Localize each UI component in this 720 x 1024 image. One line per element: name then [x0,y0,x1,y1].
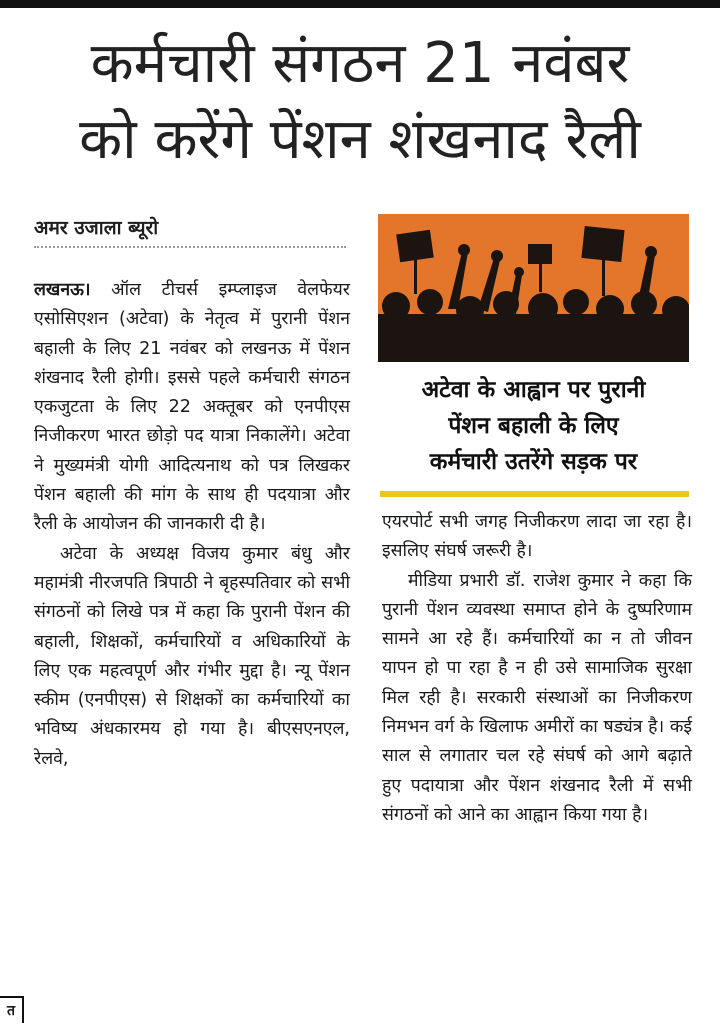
sub-headline-line-3: कर्मचारी उतरेंगे सड़क पर [429,449,638,475]
paragraph-3: एयरपोर्ट सभी जगह निजीकरण लादा जा रहा है। इसलिए संघर्ष जरूरी है। [382,512,692,562]
protest-silhouette-image [378,214,689,362]
paragraph-1 [34,276,350,540]
sub-headline [378,372,689,480]
dateline: लखनऊ। [34,280,91,300]
article-left-column [34,276,350,774]
sub-headline-line-2: पेंशन बहाली के लिए [448,413,619,439]
adjacent-article-fragment: त [0,996,24,1023]
yellow-divider [380,491,689,497]
paragraph-2: अटेवा के अध्यक्ष विजय कुमार बंधु और महामंत्री नीरजपति त्रिपाठी ने बृहस्पतिवार को सभी संगठनों को लिखे पत्र में कहा कि पुरानी पेंशन की बहाली, शिक्षकों, कर्मचारियों व अधिकारियों के लिए एक महत्वपूर्ण और गंभीर मुद्दा है। न्यू पेंशन स्कीम (एनपीएस) से शिक्षकों का कर्मचारियों का भविष्य अंधकारमय हो गया है। बीएसएनएल, रेलवे, [34,543,350,769]
protest-photo [378,214,689,362]
top-border [0,0,720,8]
headline-line-2: को करेंगे पेंशन शंखनाद रैली [79,107,641,172]
paragraph-4: मीडिया प्रभारी डॉ. राजेश कुमार ने कहा कि पुरानी पेंशन व्यवस्था समाप्त होने के दुष्परिणाम सामने आ रहे हैं। कर्मचारियों का न तो जीवन यापन हो पा रहा है न ही उसे सामाजिक सुरक्षा मिल रही है। सरकारी संस्थाओं का निजीकरण निमभन वर्ग के खिलाफ अमीरों का षड्यंत्र है। कई साल से लगातार चल रहे संघर्ष को आगे बढ़ाते हुए पदायात्रा और पेंशन शंखनाद रैली में सभी संगठनों को आने का आह्वान किया गया है। [382,570,692,825]
paragraph-1-text: ऑल टीचर्स इम्प्लाइज वेलफेयर एसोसिएशन (अटेवा) के नेतृत्व में पुरानी पेंशन बहाली के लिए 21 नवंबर को लखनऊ में पेंशन शंखनाद रैली होगी। इससे पहले कर्मचारी संगठन एकजुटता के लिए 22 अक्तूबर को एनपीएस निजीकरण भारत छोड़ो पद यात्रा निकालेंगे। अटेवा ने मुख्यमंत्री योगी आदित्यनाथ को पत्र लिखकर पेंशन बहाली की मांग के साथ ही पदयात्रा और रैली के आयोजन की जानकारी दी है। [34,280,350,535]
sub-headline-line-1: अटेवा के आह्वान पर पुरानी [421,377,646,403]
headline [0,26,720,178]
byline-divider [34,246,346,248]
byline: अमर उजाला ब्यूरो [34,217,159,239]
headline-line-1: कर्मचारी संगठन 21 नवंबर [90,31,630,96]
article-right-column [382,508,692,830]
